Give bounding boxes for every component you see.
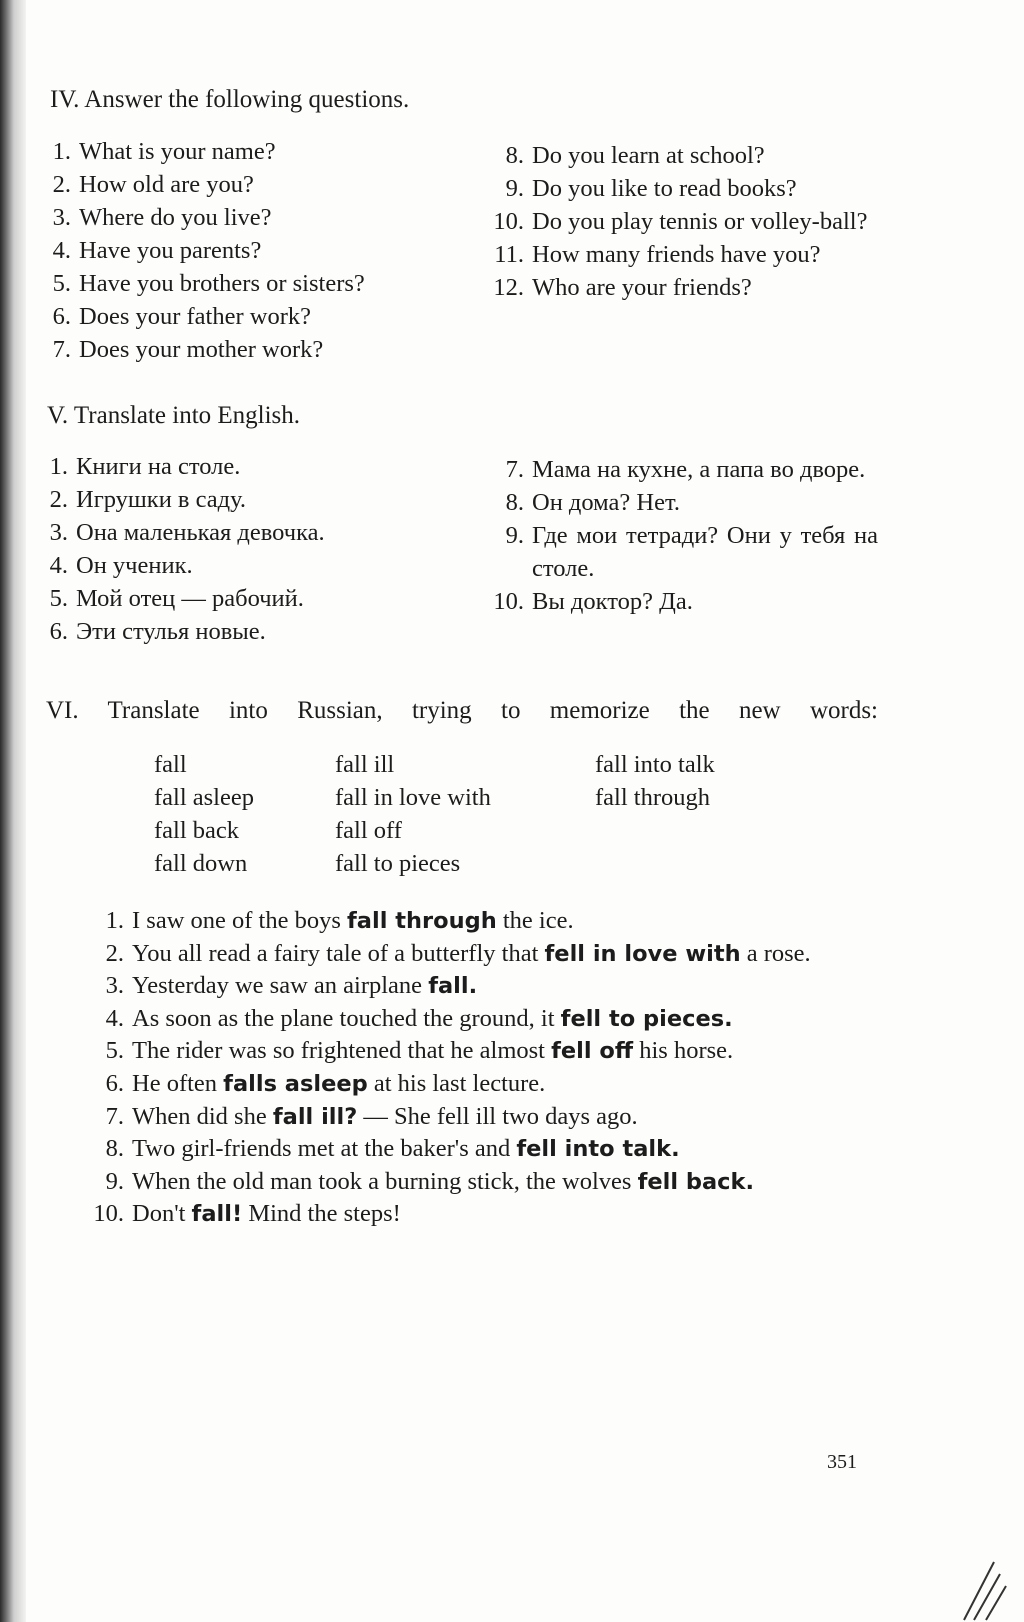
list-item: 9. Где мои тетради? Они у тебя на столе. [505, 522, 878, 582]
vocab-word: fall down [154, 850, 248, 877]
sentence-item: 2. You all read a fairy tale of a butterfly that fell in love with a rose. [105, 939, 811, 967]
list-item: 4. Он ученик. [49, 552, 193, 579]
sentence-item: 3. Yesterday we saw an airplane fall. [105, 972, 478, 1000]
list-item: 8. Do you learn at school? [505, 142, 765, 169]
list-item: 1. What is your name? [52, 138, 276, 165]
vocab-word: fall back [154, 817, 240, 844]
list-item: 6. Does your father work? [52, 303, 311, 330]
list-item: 12. Who are your friends? [493, 274, 752, 301]
scan-mark-icon [954, 1552, 1014, 1622]
section-5-right-list [486, 453, 878, 618]
sentence-item: 6. He often falls asleep at his last lecture. [105, 1069, 546, 1097]
list-item: 4. Have you parents? [52, 237, 262, 264]
section-4-left-list [47, 135, 447, 366]
vocab-column-1 [154, 748, 254, 880]
section-6-heading: VI. Translate into Russian, trying to memorize the new words: [46, 697, 878, 724]
list-item: 6. Эти стулья новые. [49, 618, 266, 645]
vocab-word: fall off [335, 817, 402, 844]
sentence-item: 10. Don't fall! Mind the steps! [93, 1200, 401, 1228]
vocab-word: fall ill [335, 751, 395, 778]
list-item: 1. Книги на столе. [49, 453, 241, 480]
vocab-word: fall in love with [335, 784, 491, 811]
vocab-word: fall through [595, 784, 710, 811]
vocab-word: fall to pieces [335, 850, 461, 877]
list-item: 5. Have you brothers or sisters? [52, 270, 365, 297]
sentence-item: 8. Two girl-friends met at the baker's and fell into talk. [105, 1135, 680, 1163]
list-item: 8. Он дома? Нет. [505, 489, 680, 516]
vocab-word: fall asleep [154, 784, 254, 811]
vocab-column-2 [335, 748, 491, 880]
section-4-heading: IV. Answer the following questions. [50, 86, 410, 113]
page-number: 351 [827, 1451, 857, 1473]
list-item: 10. Вы доктор? Да. [493, 588, 693, 615]
section-5-left-list [44, 450, 464, 648]
list-item: 3. Where do you live? [52, 204, 272, 231]
vocab-column-3 [595, 748, 715, 814]
list-item: 5. Мой отец — рабочий. [49, 585, 304, 612]
list-item: 2. How old are you? [52, 171, 254, 198]
list-item: 10. Do you play tennis or volley-ball? [493, 208, 868, 235]
vocab-word: fall into talk [595, 751, 715, 778]
list-item: 11. How many friends have you? [494, 241, 821, 268]
list-item: 2. Игрушки в саду. [49, 486, 247, 513]
sentence-item: 1. I saw one of the boys fall through the ice. [105, 907, 574, 934]
sentence-item: 5. The rider was so frightened that he almost fell off his horse. [105, 1037, 734, 1065]
vocab-word: fall [154, 751, 187, 778]
binding-edge [0, 0, 26, 1622]
list-item: 7. Does your mother work? [52, 336, 324, 363]
list-item: 3. Она маленькая девочка. [49, 519, 325, 546]
section-5-heading: V. Translate into English. [47, 402, 301, 429]
sentence-item: 9. When the old man took a burning stick, the wolves fell back. [105, 1167, 755, 1195]
section-6-sentences [86, 905, 876, 1231]
sentence-item: 7. When did she fall ill? — She fell ill two days ago. [105, 1102, 638, 1130]
list-item: 7. Мама на кухне, а папа во дворе. [505, 456, 866, 483]
section-4-right-list [486, 139, 878, 304]
sentence-item: 4. As soon as the plane touched the ground, it fell to pieces. [105, 1004, 733, 1032]
list-item: 9. Do you like to read books? [505, 175, 797, 202]
